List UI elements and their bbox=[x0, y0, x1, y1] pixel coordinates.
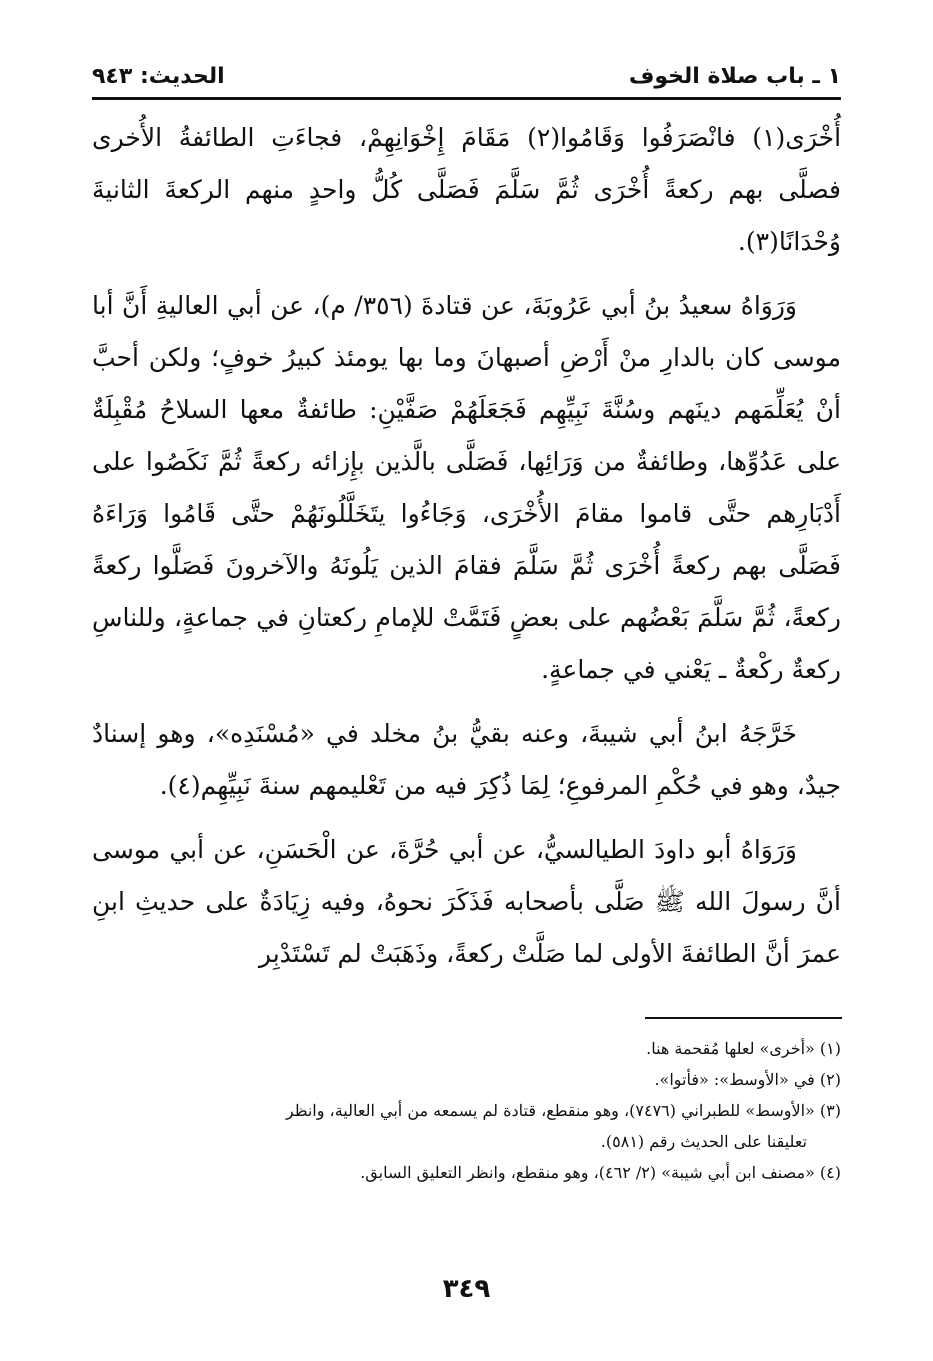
footnote-3-continued: تعليقنا على الحديث رقم (٥٨١). bbox=[600, 1132, 807, 1151]
chapter-title: ١ ـ باب صلاة الخوف bbox=[628, 64, 841, 89]
footnote-2: (٢) في «الأوسط»: «فأتوا». bbox=[654, 1070, 841, 1089]
main-text bbox=[92, 112, 841, 992]
paragraph-2: وَرَوَاهُ سعيدُ بنُ أبي عَرُوبَةَ، عن قتادةَ (٣٥٦/ م)، عن أبي العاليةِ أَنَّ أبا موسى كان بالدارِ منْ أَرْضِ أصبهانَ وما بها يومئذ كبيرُ خوفٍ؛ ولكن أحبَّ أنْ يُعَلِّمَهم دينَهم وسُنَّةَ نَبِيِّهِم فَجَعَلَهُمْ صَفَّيْنِ: طائفةٌ معها السلاحُ مُقْبِلَةٌ على عَدُوِّها، وطائفةٌ من وَرَائِها، فَصَلَّى بالَّذين بإِزائه ركعةً ثُمَّ نَكَصُوا على أَدْبَارِهم حتَّى قاموا مقامَ الأُخْرَى، وَجَاءُوا يتَخَلَّلُونَهُمْ حتَّى قَامُوا وَرَاءَهُ فَصَلَّى بهم ركعةً أُخْرَى ثُمَّ سَلَّمَ فقامَ الذين يَلُونَهُ والآخرونَ فَصَلَّوا ركعةً ركعةً، ثُمَّ سَلَّمَ بَعْضُهم على بعضٍ فَتَمَّتْ للإمامِ ركعتانِ في جماعةٍ، وللناسِ ركعةٌ ركْعةٌ ـ يَعْني في جماعةٍ. bbox=[92, 291, 841, 684]
footnotes bbox=[92, 1033, 841, 1188]
footnote-4: (٤) «مصنف ابن أبي شيبة» (٢/ ٤٦٢)، وهو منقطع، وانظر التعليق السابق. bbox=[360, 1163, 841, 1182]
page-number: ٣٤٩ bbox=[442, 1274, 491, 1304]
header-rule bbox=[92, 97, 841, 100]
paragraph-4: وَرَوَاهُ أبو داودَ الطيالسيُّ، عن أبي حُرَّةَ، عن الْحَسَنِ، عن أبي موسى أنَّ رسولَ الله ﷺ صَلَّى بأصحابه فَذَكَرَ نحوهُ، وفيه زِيَادَةٌ على حديثِ ابنِ عمرَ أنَّ الطائفةَ الأولى لما صَلَّتْ ركعةً، وذَهَبَتْ لم تَسْتَدْبِر bbox=[92, 835, 841, 968]
paragraph-3: خَرَّجَهُ ابنُ أبي شيبةَ، وعنه بقيُّ بنُ مخلد في «مُسْنَدِه»، وهو إسنادٌ جيدٌ، وهو في حُكْمِ المرفوعِ؛ لِمَا ذُكِرَ فيه من تَعْليمهم سنةَ نَبِيِّهِم(٤). bbox=[92, 719, 841, 800]
paragraph-1: أُخْرَى(١) فانْصَرَفُوا وَقَامُوا(٢) مَقَامَ إِخْوَانِهِمْ، فجاءَتِ الطائفةُ الأُخرى فصلَّى بهم ركعةً أُخْرَى ثُمَّ سَلَّمَ فَصَلَّى كُلُّ واحدٍ منهم الركعةَ الثانيةَ وُحْدَانًا(٣). bbox=[92, 123, 842, 256]
footnote-1: (١) «أخرى» لعلها مُقحمة هنا. bbox=[646, 1039, 841, 1058]
hadith-number: الحديث: ٩٤٣ bbox=[92, 64, 225, 89]
running-header bbox=[92, 52, 841, 92]
footnote-rule bbox=[645, 1017, 842, 1019]
footnote-3: (٣) «الأوسط» للطبراني (٧٤٧٦)، وهو منقطع، قتادة لم يسمعه من أبي العالية، وانظر bbox=[285, 1101, 841, 1120]
